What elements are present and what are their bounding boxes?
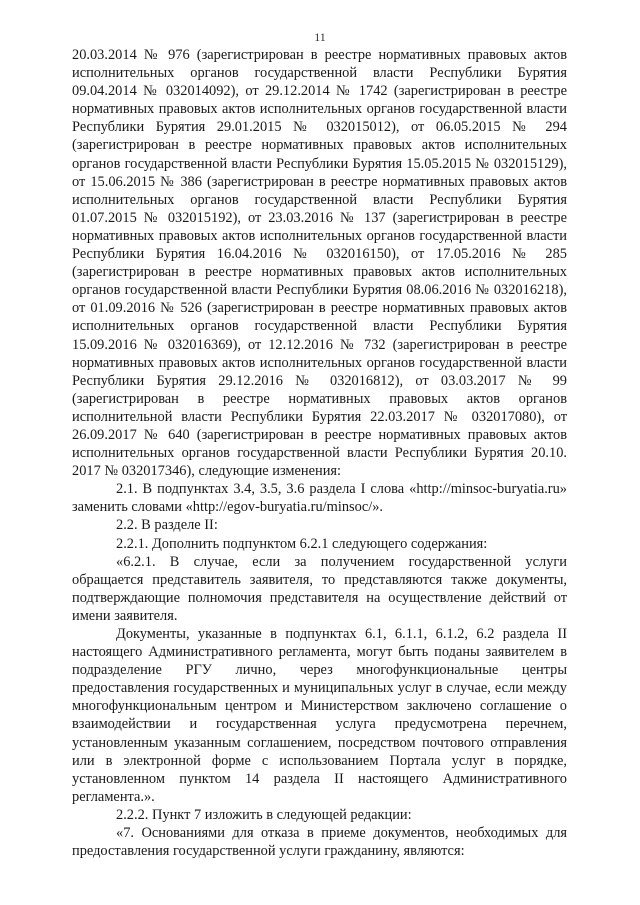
paragraph-2-2-2: 2.2.2. Пункт 7 изложить в следующей редакции: [116, 806, 412, 823]
paragraph-amendments-list: 20.03.2014 № 976 (зарегистрирован в реестре нормативных правовых актов исполнительных органов государственной власти Республики Бурятия 09.04.2014 № 032014092), от 29.12.2014 № 1742 (зарегистрирован в реестре нормативных правовых актов исполнительных органов государственной власти Республики Бурятия 29.01.2015 № 032015012), от 06.05.2015 № 294 (зарегистрирован в реестре нормативных правовых актов исполнительных органов государственной власти Республики Бурятия 15.05.2015 № 032015129), от 15.06.2015 № 386 (зарегистрирован в реестре нормативных правовых актов исполнительных органов государственной власти Республики Бурятия 01.07.2015 № 032015192), от 23.03.2016 № 137 (зарегистрирован в реестре нормативных правовых актов исполнительных органов государственной власти Республики Бурятия 16.04.2016 № 032016150), от 17.05.2016 № 285 (зарегистрирован в реестре нормативных правовых актов исполнительных органов государственной власти Республики Бурятия 08.06.2016 № 032016218), от 01.09.2016 № 526 (зарегистрирован в реестре нормативных правовых актов исполнительных органов государственной власти Республики Бурятия 15.09.2016 № 032016369), от 12.12.2016 № 732 (зарегистрирован в реестре нормативных правовых актов исполнительных органов государственной власти Республики Бурятия 29.12.2016 № 032016812), от 03.03.2017 № 99 (зарегистрирован в реестре нормативных правовых актов органов исполнительной власти Республики Бурятия 22.03.2017 № 032017080), от 26.09.2017 № 640 (зарегистрирован в реестре нормативных правовых актов исполнительных органов государственной власти Республики Бурятия 20.10. 2017 № 032017346), следующие изменения: [72, 47, 567, 480]
paragraph-7-refusal-grounds: «7. Основаниями для отказа в приеме документов, необходимых для предоставления государственной услуги гражданину, являются: [72, 825, 567, 860]
paragraph-2-1: 2.1. В подпунктах 3.4, 3.5, 3.6 раздела I слова «http://minsoc-buryatia.ru» заменить словами «http://egov-buryatia.ru/minsoc/». [72, 481, 567, 516]
page-number: 11 [314, 30, 326, 44]
paragraph-2-2-1: 2.2.1. Дополнить подпунктом 6.2.1 следующего содержания: [116, 535, 488, 552]
document-body [72, 46, 567, 860]
paragraph-2-2: 2.2. В разделе II: [116, 517, 218, 534]
paragraph-6-2-1: «6.2.1. В случае, если за получением государственной услуги обращается представитель заявителя, то представляются также документы, подтверждающие полномочия представителя на осуществление действий от имени заявителя. [72, 553, 567, 624]
paragraph-documents-submission: Документы, указанные в подпунктах 6.1, 6.1.1, 6.1.2, 6.2 раздела II настоящего Административного регламента, могут быть поданы заявителем в подразделение РГУ лично, через многофункциональные центры предоставления государственных и муниципальных услуг в случае, если между многофункциональным центром и Министерством заключено соглашение о взаимодействии и государственная услуга предусмотрена перечнем, установленным указанным соглашением, посредством почтового отправления или в электронной форме с использованием Портала услуг в порядке, установленном пунктом 14 раздела II настоящего Административного регламента.». [72, 626, 567, 805]
